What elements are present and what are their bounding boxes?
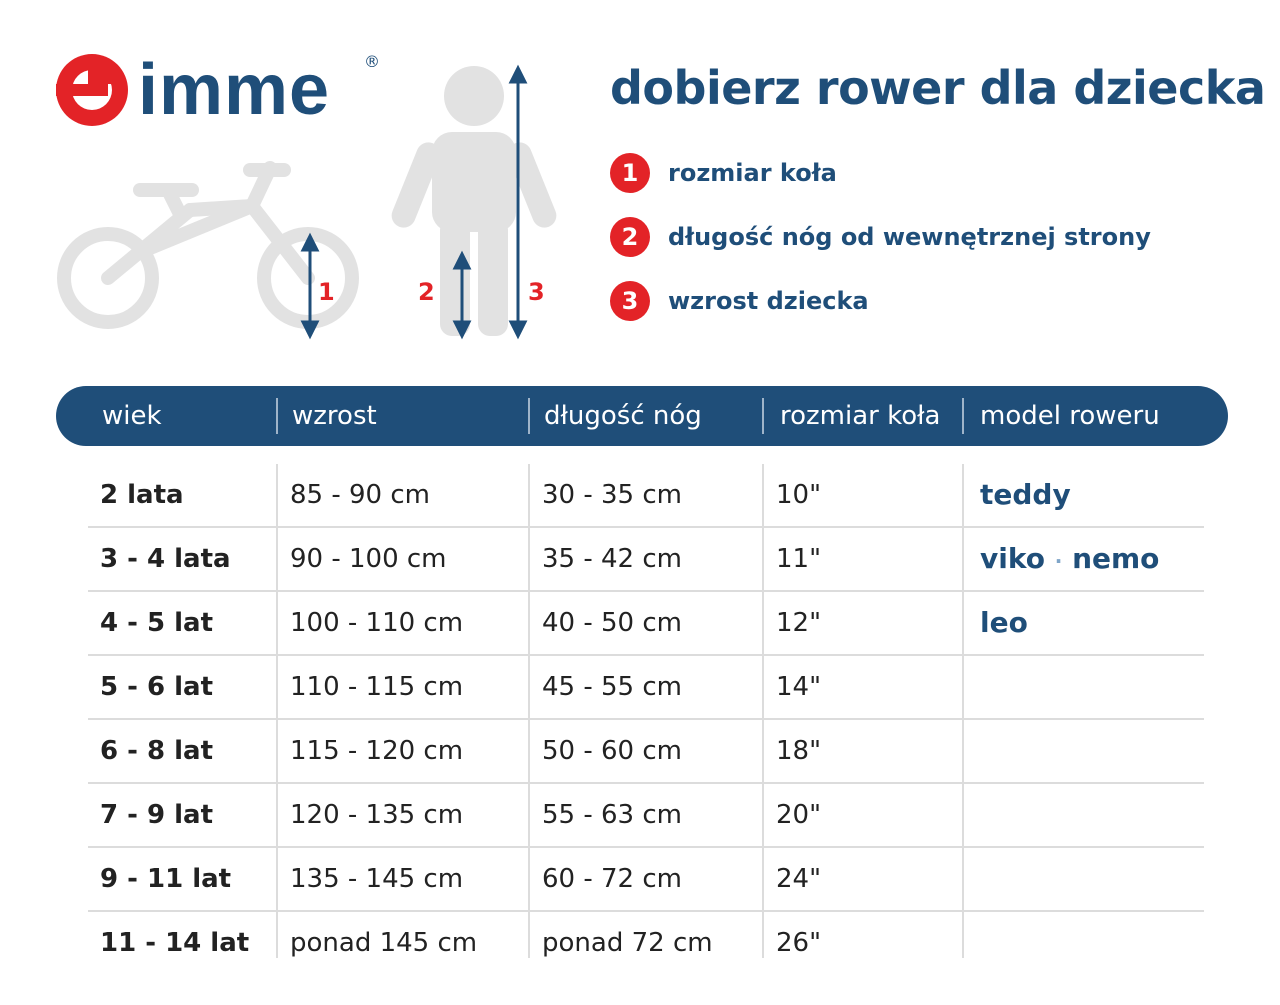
cell-age: 3 - 4 lata [100, 544, 231, 574]
cell-height: 135 - 145 cm [290, 864, 464, 894]
table-row [88, 656, 1204, 720]
header-bike-model: model roweru [980, 401, 1160, 431]
leg-marker: 2 [418, 278, 435, 306]
header-divider [276, 398, 278, 434]
cell-age: 4 - 5 lat [100, 608, 214, 638]
legend-item-leg [610, 214, 1250, 260]
table-row [88, 848, 1204, 912]
table-row [88, 592, 1204, 656]
table-row [88, 784, 1204, 848]
model-separator-dot: · [1054, 549, 1063, 573]
table-row [88, 528, 1204, 592]
header-height: wzrost [292, 401, 377, 431]
table-row [88, 464, 1204, 528]
cell-leg: ponad 72 cm [542, 928, 713, 958]
bike-child-illustration [0, 0, 600, 360]
cell-wheel: 14" [776, 672, 822, 702]
height-marker: 3 [528, 278, 545, 306]
cell-height: ponad 145 cm [290, 928, 478, 958]
cell-height: 120 - 135 cm [290, 800, 464, 830]
header-divider [962, 398, 964, 434]
legend-number-badge: 2 [610, 217, 650, 257]
legend-label: długość nóg od wewnętrznej strony [668, 223, 1151, 251]
cell-wheel: 12" [776, 608, 822, 638]
legend-label: wzrost dziecka [668, 287, 869, 315]
size-table-header [56, 386, 1228, 446]
cell-leg: 60 - 72 cm [542, 864, 682, 894]
cell-age: 11 - 14 lat [100, 928, 250, 958]
cell-wheel: 11" [776, 544, 822, 574]
model-name: teddy [980, 478, 1071, 511]
legend-number-badge: 3 [610, 281, 650, 321]
cell-model [980, 464, 1071, 526]
cell-age: 9 - 11 lat [100, 864, 232, 894]
header-leg-length: długość nóg [544, 401, 702, 431]
cell-leg: 35 - 42 cm [542, 544, 682, 574]
legend [610, 150, 1250, 342]
cell-model [980, 528, 1159, 590]
cell-leg: 30 - 35 cm [542, 480, 682, 510]
cell-wheel: 20" [776, 800, 822, 830]
cell-age: 7 - 9 lat [100, 800, 214, 830]
cell-age: 6 - 8 lat [100, 736, 214, 766]
cell-height: 110 - 115 cm [290, 672, 464, 702]
model-name: viko [980, 542, 1045, 575]
header-wheel-size: rozmiar koła [780, 401, 941, 431]
header-divider [528, 398, 530, 434]
cell-wheel: 24" [776, 864, 822, 894]
wheel-size-arrow-icon [303, 236, 317, 336]
legend-item-wheel [610, 150, 1250, 196]
page-title: dobierz rower dla dziecka [610, 61, 1266, 115]
legend-label: rozmiar koła [668, 159, 837, 187]
registered-mark: ® [364, 52, 380, 71]
cell-wheel: 18" [776, 736, 822, 766]
cell-model [980, 592, 1028, 654]
model-name: leo [980, 606, 1028, 639]
header-age: wiek [102, 401, 162, 431]
cell-height: 100 - 110 cm [290, 608, 464, 638]
cell-leg: 55 - 63 cm [542, 800, 682, 830]
cell-age: 2 lata [100, 480, 184, 510]
cell-height: 115 - 120 cm [290, 736, 464, 766]
cell-height: 85 - 90 cm [290, 480, 430, 510]
cell-wheel: 10" [776, 480, 822, 510]
cell-leg: 40 - 50 cm [542, 608, 682, 638]
cell-leg: 45 - 55 cm [542, 672, 682, 702]
table-row [88, 720, 1204, 784]
legend-number-badge: 1 [610, 153, 650, 193]
wheel-marker: 1 [318, 278, 335, 306]
legend-item-height [610, 278, 1250, 324]
cell-leg: 50 - 60 cm [542, 736, 682, 766]
cell-wheel: 26" [776, 928, 822, 958]
cell-height: 90 - 100 cm [290, 544, 447, 574]
model-name: nemo [1072, 542, 1160, 575]
size-table-body [88, 464, 1204, 974]
logo-wordmark: imme [138, 50, 331, 130]
cell-age: 5 - 6 lat [100, 672, 214, 702]
header-divider [762, 398, 764, 434]
table-row [88, 912, 1204, 974]
